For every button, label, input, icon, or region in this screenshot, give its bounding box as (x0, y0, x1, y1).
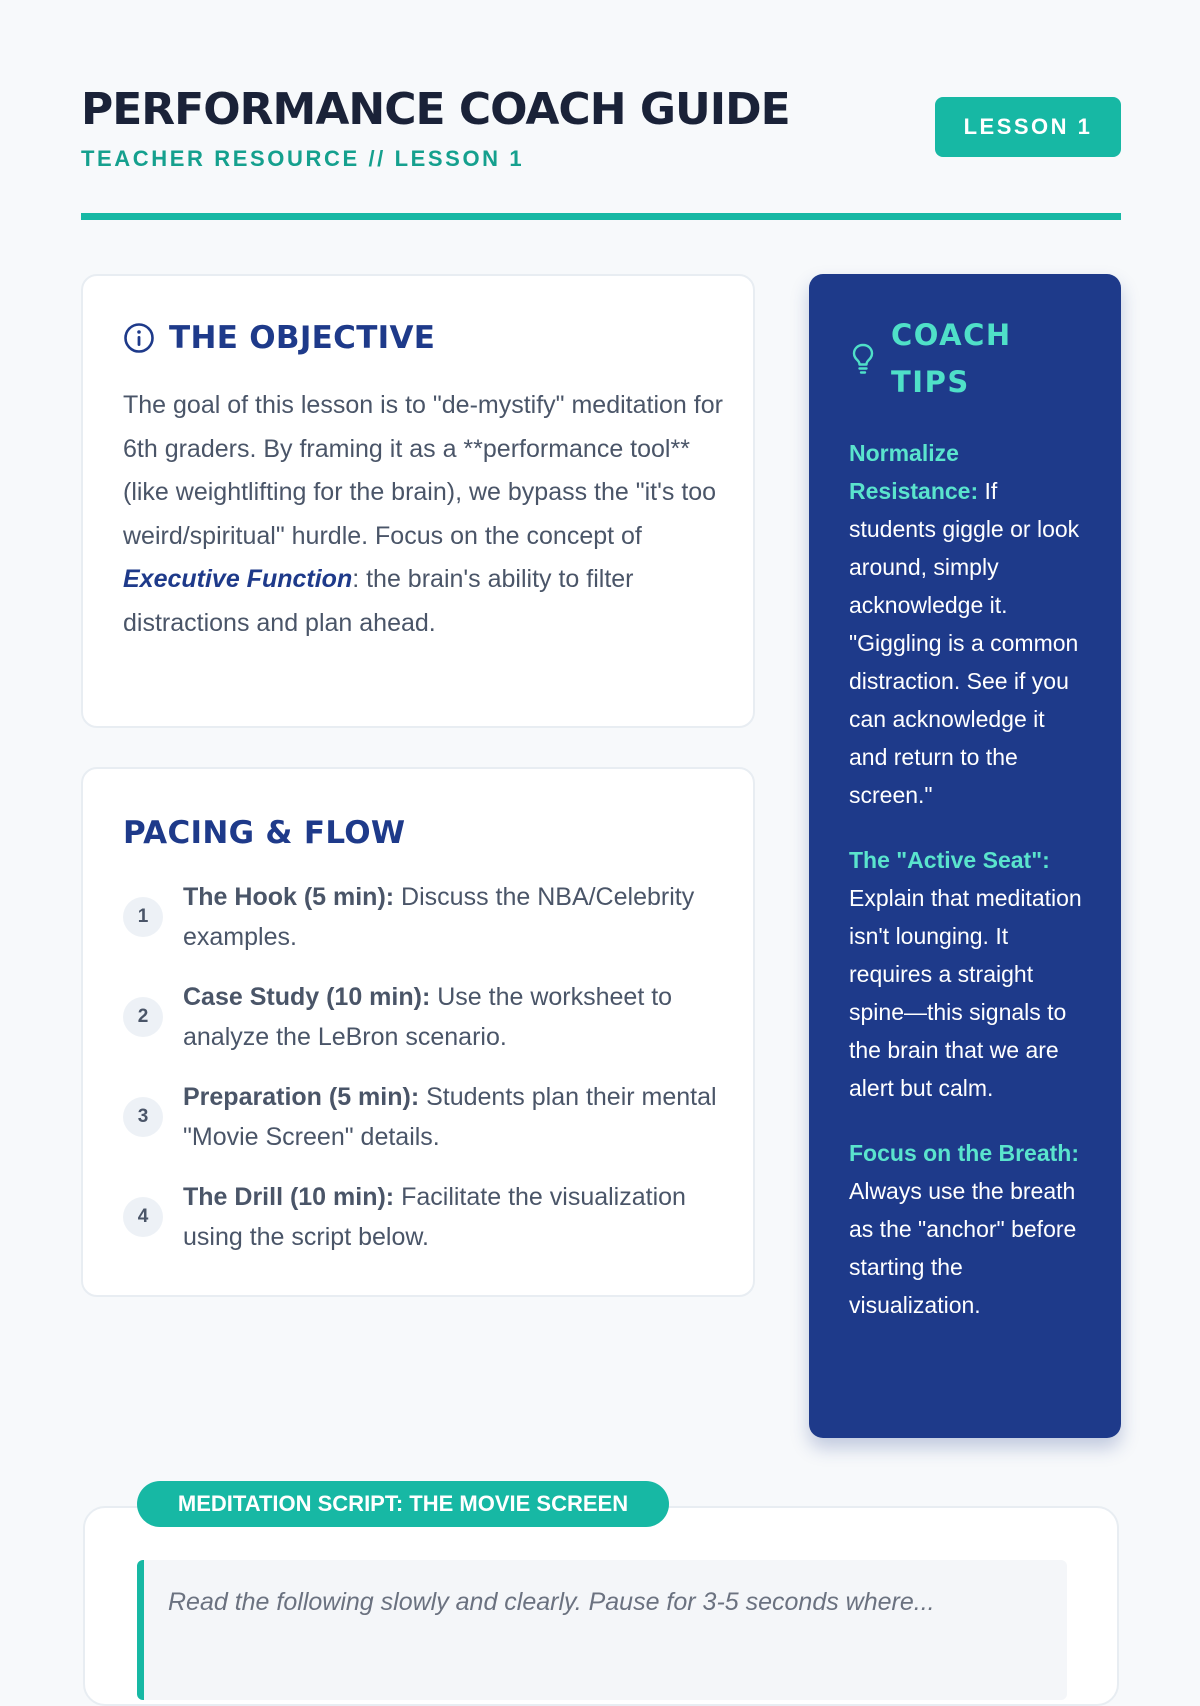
step-number: 3 (123, 1097, 163, 1137)
step-number: 2 (123, 997, 163, 1037)
coach-tip-text: Explain that meditation isn't lounging. It requires a straight spine—this signals to the brain that we are alert but calm. (849, 885, 1082, 1101)
coach-tip-title: Focus on the Breath: (849, 1140, 1080, 1166)
step-description: Use the worksheet to analyze the LeBron scenario. (183, 983, 673, 1051)
step-description: Discuss the NBA/Celebrity examples. (183, 883, 695, 951)
step-description: Students plan their mental "Movie Screen" details. (183, 1083, 717, 1151)
step-title: The Hook (5 min): (183, 883, 395, 911)
coach-tip-title: The "Active Seat": (849, 847, 1050, 873)
lesson-badge: LESSON 1 (935, 97, 1121, 157)
coach-tips-title: COACH TIPS (891, 318, 1012, 399)
header-divider (81, 213, 1121, 220)
objective-heading (123, 320, 435, 356)
coach-tips-heading (849, 312, 1031, 406)
pacing-step (123, 877, 723, 977)
pacing-step (123, 977, 723, 1077)
step-title: The Drill (10 min): (183, 1183, 395, 1211)
info-icon (123, 322, 155, 354)
step-description: Facilitate the visualization using the script below. (183, 1183, 686, 1251)
lightbulb-icon (849, 341, 877, 377)
coach-tip (849, 1134, 1087, 1324)
pacing-card (81, 767, 755, 1297)
page-header (81, 80, 1121, 220)
step-title: Preparation (5 min): (183, 1083, 420, 1111)
objective-card (81, 274, 755, 728)
coach-tip (849, 841, 1087, 1107)
step-text (183, 1177, 723, 1257)
pacing-steps (123, 877, 723, 1277)
objective-text (123, 384, 723, 645)
coach-tips-panel (809, 274, 1121, 1438)
coach-tip (849, 434, 1087, 814)
script-quote-block (137, 1560, 1067, 1700)
coach-tip-text: Always use the breath as the "anchor" before starting the visualization. (849, 1178, 1077, 1318)
step-number: 4 (123, 1197, 163, 1237)
step-text (183, 1077, 723, 1157)
step-text (183, 977, 723, 1057)
page-title: PERFORMANCE COACH GUIDE (81, 84, 790, 135)
coach-tip-title: Normalize Resistance: (849, 440, 979, 504)
pacing-heading: PACING & FLOW (123, 815, 406, 851)
coach-tip-text: If students giggle or look around, simply acknowledge it. "Giggling is a common distraction. See if you can acknowledge it and return to the screen." (849, 478, 1080, 808)
step-text (183, 877, 723, 957)
coach-tips-list (849, 434, 1087, 1351)
objective-heading-text: THE OBJECTIVE (169, 320, 436, 356)
meditation-script-label: MEDITATION SCRIPT: THE MOVIE SCREEN (137, 1481, 669, 1527)
page-subtitle: TEACHER RESOURCE // LESSON 1 (81, 146, 525, 171)
meditation-script-card (83, 1506, 1119, 1706)
script-intro-text: Read the following slowly and clearly. Pause for 3-5 seconds where... (168, 1588, 935, 1616)
step-number: 1 (123, 897, 163, 937)
pacing-step (123, 1177, 723, 1277)
objective-text-intro: The goal of this lesson is to "de-mystify" meditation for 6th graders. By framing it as a **performance tool** (like weightlifting for the brain), we bypass the "it's too weird/spiritual" hurdle. Focus on the concept of (123, 391, 723, 550)
objective-text-end: : the brain's ability to filter distractions and plan ahead. (123, 565, 634, 637)
executive-function-term: Executive Function (123, 565, 353, 593)
step-title: Case Study (10 min): (183, 983, 431, 1011)
pacing-step (123, 1077, 723, 1177)
